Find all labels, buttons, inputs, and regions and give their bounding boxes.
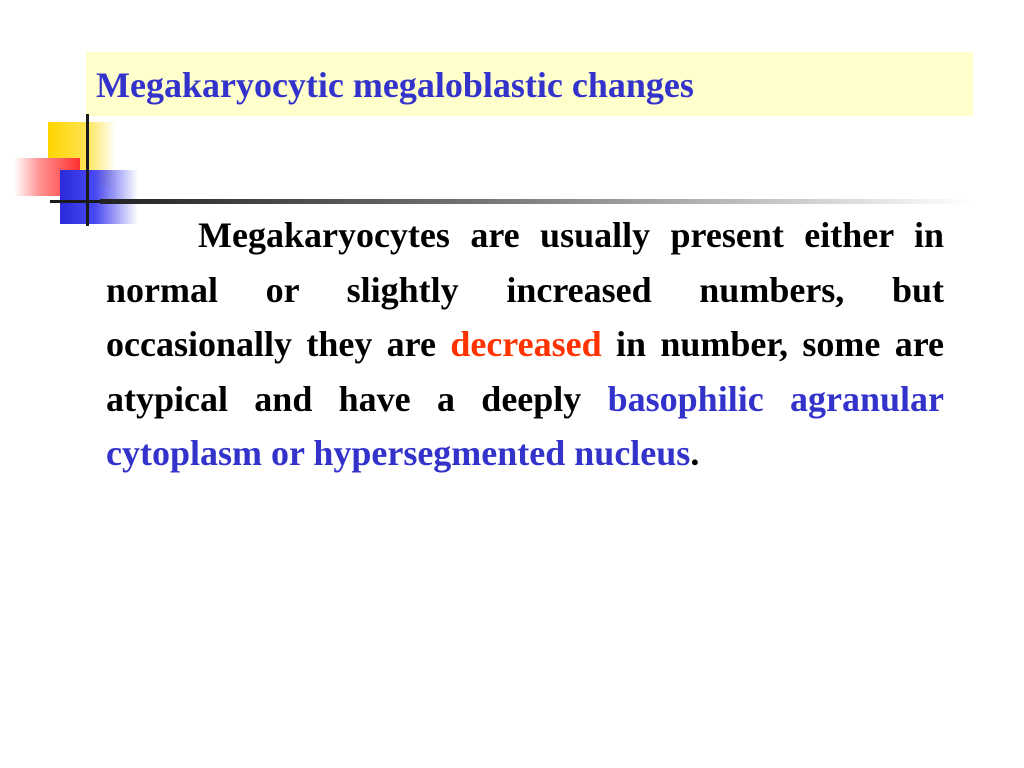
slide-body-paragraph [106,208,944,481]
logo-vertical-line [86,114,89,226]
body-text-segment: Megakaryocytes are usually present either in normal or slightly increased numbers, but occasionally they are [106,215,944,364]
body-text-period: . [690,433,700,473]
body-text-segment: in number, some are atypical and have a deeply [106,324,945,419]
slide-title: Megakaryocytic megaloblastic changes [96,65,694,105]
body-emphasis-cytoplasm: basophilic agranular cytoplasm or hypersegmented nucleus [106,378,945,473]
body-emphasis-decreased: decreased [450,324,602,364]
title-divider [100,199,970,204]
